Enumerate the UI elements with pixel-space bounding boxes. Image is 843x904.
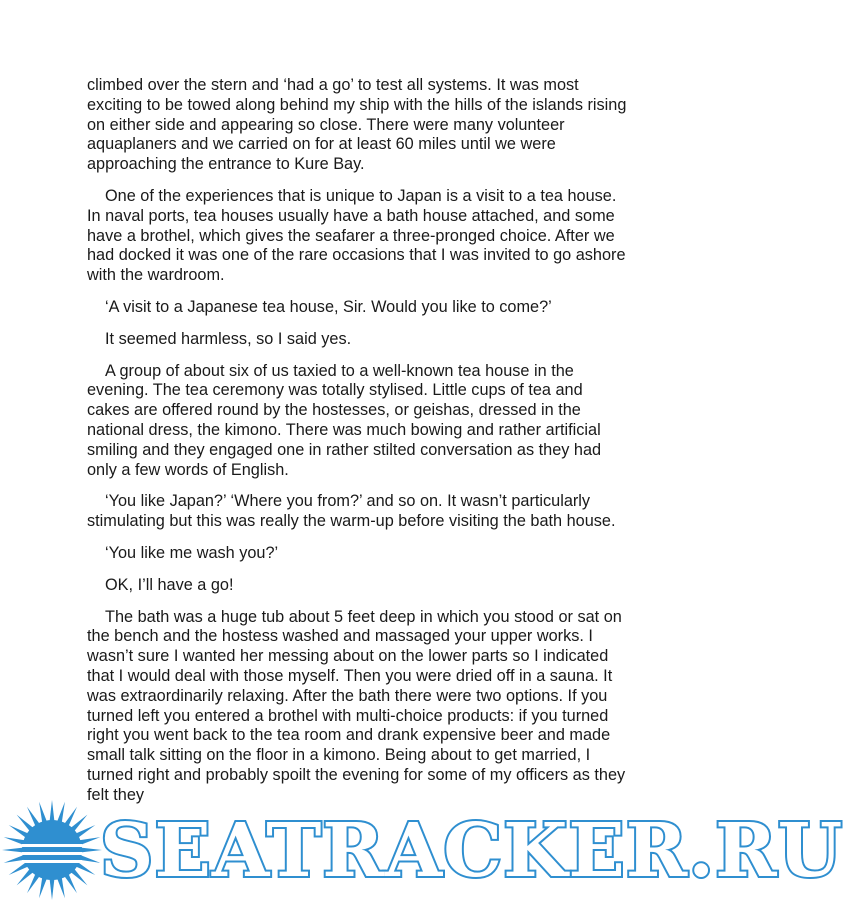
paragraph-3: ‘A visit to a Japanese tea house, Sir. Would you like to come?’: [105, 297, 552, 316]
sun-ray: [50, 800, 55, 822]
paragraph-1: climbed over the stern and ‘had a go’ to test all systems. It was most exciting to be towed along behind my ship with the hills of the islands rising on either side and appearing so close. There were many volunteer aquaplaners and we carried on for at least 60 miles until we were approaching the entrance to Kure Bay.: [87, 76, 627, 174]
paragraph-4: It seemed harmless, so I said yes.: [105, 329, 352, 348]
watermark-text: SEATRACKER.RU: [100, 808, 843, 894]
sun-ray: [4, 837, 26, 845]
paragraph-2: One of the experiences that is unique to Japan is a visit to a tea house. In naval ports, tea houses usually have a bath house attached, and some have a brothel, which gives the seafarer a three-pronged choice. After we had docked it was one of the rare occasions that I was invited to go ashore with the wardroom.: [87, 186, 626, 285]
paragraph-5: A group of about six of us taxied to a well-known tea house in the evening. The tea ceremony was totally stylised. Little cups of tea and cakes are offered round by the hostesses, or geishas, dressed in the national dress, the kimono. There was much bowing and rather artificial smiling and they engaged one in rather stilted conversation as they had only a few words of English.: [87, 361, 602, 479]
page-body: [87, 76, 627, 818]
paragraph-8: OK, I’ll have a go!: [105, 575, 234, 594]
sun-ray: [50, 878, 55, 900]
watermark: [0, 798, 843, 904]
sun-ray: [2, 848, 24, 853]
sun-ray: [57, 802, 65, 824]
sun-ray: [78, 837, 100, 845]
sun-ray: [57, 876, 65, 898]
sun-logo-icon: [0, 800, 104, 900]
sun-ray: [80, 848, 102, 853]
sun-ray: [39, 876, 47, 898]
sun-ray: [39, 802, 47, 824]
paragraph-9: The bath was a huge tub about 5 feet deep in which you stood or sat on the bench and the hostess washed and massaged your upper works. I wasn’t sure I wanted her messing about on the lower parts so I indicated that I would deal with those myself. Then you were dried off in a sauna. It was extraordinarily relaxing. After the bath there were two options. If you turned left you entered a brothel with multi-choice products: if you turned right you went back to the tea room and drank expensive beer and made small talk sitting on the floor in a kimono. Being about to get married, I turned right and probably spoilt the evening for some of my officers as they felt they: [87, 607, 626, 804]
paragraph-7: ‘You like me wash you?’: [105, 543, 279, 562]
paragraph-6: ‘You like Japan?’ ‘Where you from?’ and so on. It wasn’t particularly stimulating but this was really the warm-up before visiting the bath house.: [87, 492, 616, 531]
